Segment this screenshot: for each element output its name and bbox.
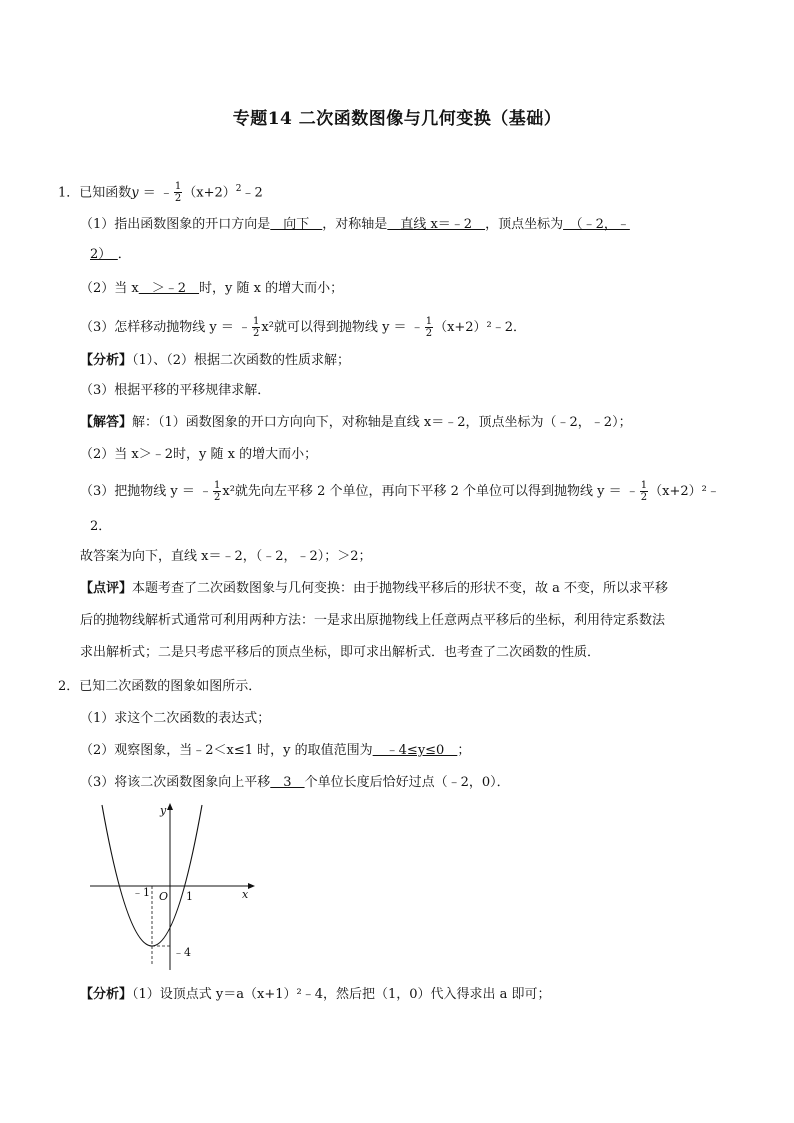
q1-answer-fraction-1: $\frac{1}{2}$ [214,480,221,503]
q1-part3-fraction-2: $\frac{1}{2}$ [425,316,433,339]
q1-stem-prefix: 1．已知函数 [58,185,132,201]
q1-stem-y: y [131,185,139,201]
q1-answer-2: （2）当 x＞﹣2时，y 随 x 的增大而小； [80,447,318,462]
q1-part3-text-c: （x+2）²﹣2． [434,320,527,335]
q1-answer-label: 【解答】 [80,415,133,430]
parabola-graph [80,800,260,975]
q1-comment-1: 【点评】本题考查了二次函数图象与几何变换：由于抛物线平移后的形状不变，故 a 不变，所以求平移 [80,581,669,596]
q1-answer-1: 【解答】解：（1）函数图象的开口方向向下，对称轴是直线 x＝﹣2，顶点坐标为（﹣2，﹣2）； [80,415,632,430]
q1-comment-3: 求出解析式；二是只考虑平移后的顶点坐标，即可求出解析式．也考查了二次函数的性质． [80,645,601,660]
x-axis-arrow [248,883,255,889]
q1-part1-cont [90,246,131,264]
q1-stem: 1．已知函数y ＝ ﹣ $\frac{1}{2}$ $(x+2)^2﹣2$ [58,181,263,205]
q1-analysis-label: 【分析】 [80,353,133,368]
q1-stem-exp: 2 [235,184,242,194]
q2-analysis-label: 【分析】 [80,987,133,1002]
q1-analysis-2: （3）根据平移的平移规律求解． [80,383,271,398]
q1-part1-text-a: （1）指出函数图象的开口方向是 [80,217,271,232]
q1-part1 [80,216,630,234]
q1-answer-fraction-2: $\frac{1}{2}$ [640,480,648,503]
q1-final-answer: 故答案为向下，直线 x＝﹣2，（﹣2，﹣2）；＞2； [80,549,372,564]
q1-part3-text-a: （3）怎样移动抛物线 y ＝ ﹣ [80,320,252,335]
q2-part2: （2）观察图象，当﹣2＜x≤1 时，y 的取值范围为 ﹣4≤y≤0 ； [80,743,471,758]
q1-stem-fraction: $\frac{1}{2}$ [174,181,182,205]
q1-answer-3-cont: 2． [90,519,112,534]
graph-label-neg1: ﹣1 [132,886,150,899]
q1-part1-answer-axis: 直线 x＝﹣2 [387,217,486,232]
graph-label-x: x [242,888,249,901]
q1-part1-end: ． [117,247,131,262]
q1-analysis-1: 【分析】（1）、（2）根据二次函数的性质求解； [80,353,351,368]
q2-part2-answer: ﹣4≤y≤0 [372,743,458,758]
q1-part1-text-c: ，顶点坐标为 [485,217,564,232]
graph-label-y: y [160,804,167,817]
q2-analysis-1: 【分析】（1）设顶点式 y＝a（x+1）²﹣4，然后把（1，0）代入得求出 a 即可； [80,987,551,1002]
q1-part1-answer-vertex: （﹣2，﹣ [563,217,630,232]
q2-part1: （1）求这个二次函数的表达式； [80,711,271,726]
y-axis-arrow [167,803,173,810]
parabola-curve [102,805,202,946]
q1-part1-answer-opening: 向下 [270,217,323,232]
q2-part3-answer: 3 [270,775,305,790]
q1-part3 [80,316,526,339]
graph-label-1: 1 [186,890,193,903]
q1-part3-text-b: x²就可以得到抛物线 y ＝ ﹣ [261,320,424,335]
q1-part2-text-a: （2）当 x [80,281,139,296]
q1-stem-tail: ﹣2 [241,185,263,201]
q1-comment-label: 【点评】 [80,581,133,596]
page-title: 专题14 二次函数图像与几何变换（基础） [232,109,562,129]
q1-part2-text-b: 时，y 随 x 的增大而小； [199,281,344,296]
q1-answer-3: （3）把抛物线 y ＝ ﹣ $\frac{1}{2}$ x²就先向左平移 2 个单位，再向下平移 2 个单位可以得到抛物线 y ＝ ﹣ $\frac{1}{2}$ （x+2）²﹣ [80,480,720,503]
q1-comment-2: 后的抛物线解析式通常可利用两种方法：一是求出原抛物线上任意两点平移后的坐标，利用待定系数法 [80,613,666,628]
q2-part3: （3）将该二次函数图象向上平移 3 个单位长度后恰好过点（﹣2，0）． [80,775,510,790]
q1-part1-text-b: ，对称轴是 [322,217,388,232]
graph-label-origin: O [159,890,169,903]
q1-part2 [80,280,343,298]
q1-part3-fraction-1: $\frac{1}{2}$ [253,316,260,339]
q1-part1-answer-vertex-cont: 2） [90,247,118,262]
q1-part2-answer: ＞﹣2 [138,281,200,296]
graph-label-neg4: ﹣4 [173,946,191,959]
q1-stem-rest: （x+2） [183,185,236,201]
q2-stem: 2．已知二次函数的图象如图所示． [58,679,262,694]
